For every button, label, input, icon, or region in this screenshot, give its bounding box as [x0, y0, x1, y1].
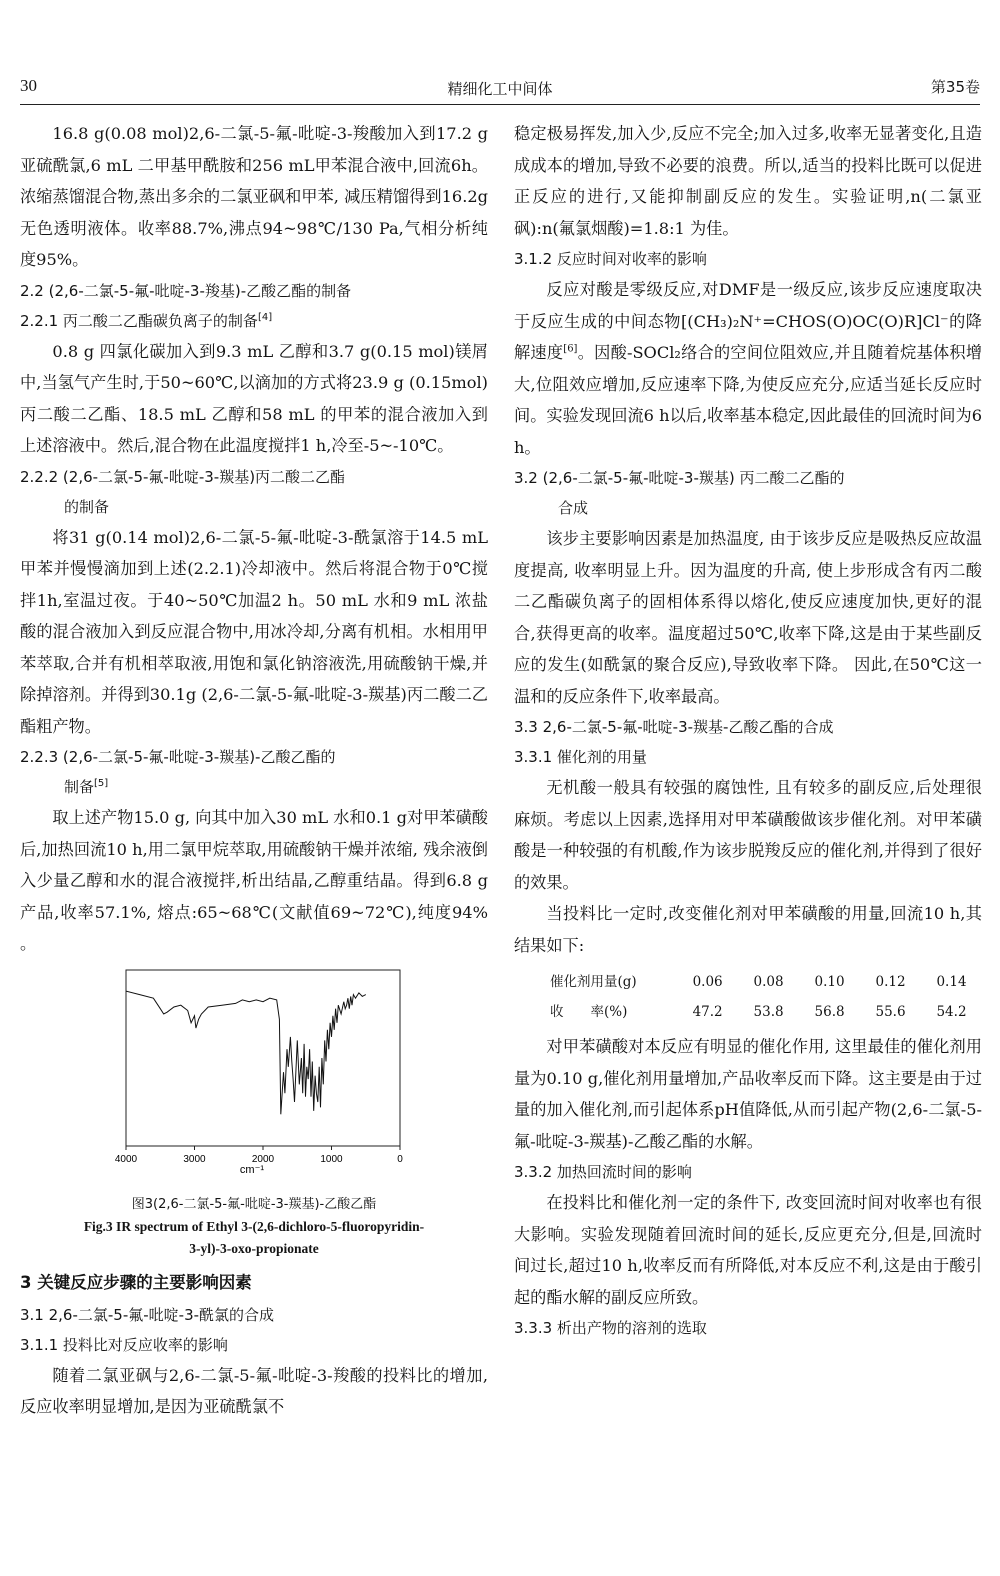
running-header	[20, 70, 980, 105]
heading-3-1-1: 3.1.1 投料比对反应收率的影响	[20, 1335, 228, 1354]
table-cell: 0.10	[814, 974, 845, 990]
table-cell: 0.12	[875, 974, 906, 990]
citation: [5]	[94, 778, 109, 789]
ir-spectrum-chart	[104, 966, 404, 1194]
spectrum-line	[126, 991, 366, 1114]
table-cell: 55.6	[875, 1004, 906, 1020]
table-row	[550, 997, 982, 1027]
paragraph-text: 。因酸-SOCl₂络合的空间位阻效应,并且随着烷基体积增大,位阻效应增加,反应速率下降,为使反应充分,应适当延长反应时间。实验发现回流6 h以后,收率基本稳定,因此最佳的回流时间为6 h。	[514, 343, 983, 457]
paragraph: 取上述产物15.0 g, 向其中加入30 mL 水和0.1 g对甲苯磺酸后,加热回流10 h,用二氯甲烷萃取,用硫酸钠干燥并浓缩, 残余液倒入少量乙醇和水的混合液搅拌,析出结晶,乙醇重结晶。得到6.8 g 产品,收率57.1%, 熔点:65~68℃(文献值69~72℃),纯度94% 。	[20, 808, 488, 953]
figure-caption-cn: 图3(2,6-二氯-5-氟-吡啶-3-羰基)-乙酸乙酯	[131, 1196, 377, 1212]
plot-frame	[126, 970, 400, 1146]
paragraph: 稳定极易挥发,加入少,反应不完全;加入过多,收率无显著变化,且造成成本的增加,导致不必要的浪费。所以,适当的投料比既可以促进正反应的进行,又能抑制副反应的发生。实验证明,n(二氯亚砜):n(氟氯烟酸)=1.8:1 为佳。	[514, 124, 982, 238]
row-header: 收 率(%)	[550, 1004, 628, 1020]
heading-3-2-cont: 合成	[558, 499, 589, 517]
heading-3-2: 3.2 (2,6-二氯-5-氟-吡啶-3-羰基) 丙二酸二乙酯的	[514, 469, 845, 487]
heading-2-2-3-cont	[20, 772, 488, 802]
paragraph: 当投料比一定时,改变催化剂对甲苯磺酸的用量,回流10 h,其结果如下:	[514, 904, 982, 955]
volume-label: 第35卷	[930, 78, 980, 96]
heading-2-2-2: 2.2.2 (2,6-二氯-5-氟-吡啶-3-羰基)丙二酸二乙酯	[20, 467, 346, 486]
heading-2-2-1	[20, 306, 488, 336]
heading-text: 制备	[64, 778, 95, 796]
table-cell: 0.06	[692, 974, 723, 990]
table-cell: 56.8	[814, 1004, 845, 1020]
citation: [4]	[257, 311, 273, 323]
citation: [6]	[563, 343, 578, 355]
x-tick-label: 2000	[251, 1153, 275, 1165]
paragraph: 对甲苯磺酸对本反应有明显的催化作用, 这里最佳的催化剂用量为0.10 g,催化剂用量增加,产品收率反而下降。这主要是由于过量的加入催化剂,而引起体系pH值降低,从而引起产物(2,6-二氯-5-氟-吡啶-3-羰基)-乙酸乙酯的水解。	[514, 1037, 982, 1151]
paragraph-text: 反应对酸是零级反应,对DMF是一级反应,该步反应速度取决于反应生成的中间态物[(CH₃)₂N⁺=CHOS(O)OC(O)R]Cl⁻的降解速度	[514, 280, 982, 362]
x-tick-label: 3000	[183, 1153, 206, 1165]
x-tick-label: 4000	[114, 1153, 138, 1165]
paragraph: 在投料比和催化剂一定的条件下, 改变回流时间对收率也有很大影响。实验发现随着回流时间的延长,反应更充分,但是,回流时间过长,超过10 h,收率反而有所降低,对本反应不利,这是由于酸引起的酯水解的副反应所致。	[514, 1193, 982, 1307]
table-cell: 53.8	[753, 1004, 784, 1020]
right-column	[514, 118, 982, 1343]
table-cell: 47.2	[692, 1004, 723, 1020]
heading-3-1: 3.1 2,6-二氯-5-氟-吡啶-3-酰氯的合成	[20, 1305, 275, 1324]
journal-title: 精细化工中间体	[447, 80, 553, 98]
left-column	[20, 118, 488, 1423]
table-cell: 54.2	[936, 1004, 967, 1020]
x-axis-label: cm⁻¹	[239, 1163, 265, 1176]
paragraph	[514, 274, 982, 463]
x-tick-label: 1000	[320, 1153, 343, 1165]
paragraph: 随着二氯亚砜与2,6-二氯-5-氟-吡啶-3-羧酸的投料比的增加,反应收率明显增加,是因为亚硫酰氯不	[20, 1365, 488, 1416]
heading-3-1-2: 3.1.2 反应时间对收率的影响	[514, 250, 707, 268]
figure-caption-en-line2: 3-yl)-3-oxo-propionate	[189, 1240, 319, 1256]
paragraph: 将31 g(0.14 mol)2,6-二氯-5-氟-吡啶-3-酰氯溶于14.5 mL 甲苯并慢慢滴加到上述(2.2.1)冷却液中。然后将混合物于0℃搅拌1h,室温过夜。于40~50℃加温2 h。50 mL 水和9 mL 浓盐酸的混合液加入到反应混合物中,用冰冷却,分离有机相。水相用甲苯萃取,合并有机相萃取液,用饱和氯化钠溶液洗,用硫酸钠干燥,并除掉溶剂。并得到30.1g (2,6-二氯-5-氟-吡啶-3-羰基)丙二酸二乙酯粗产物。	[20, 527, 488, 736]
page-number: 30	[20, 76, 37, 95]
paragraph: 无机酸一般具有较强的腐蚀性, 且有较多的副反应,后处理很麻烦。考虑以上因素,选择用对甲苯磺酸做该步催化剂。对甲苯磺酸是一种较强的有机酸,作为该步脱羧反应的催化剂,并得到了很好的效果。	[514, 778, 982, 892]
paragraph: 16.8 g(0.08 mol)2,6-二氯-5-氟-吡啶-3-羧酸加入到17.2 g 亚硫酰氯,6 mL 二甲基甲酰胺和256 mL甲苯混合液中,回流6h。浓缩蒸馏混合物,蒸出多余的二氯亚砜和甲苯, 减压精馏得到16.2g无色透明液体。收率88.7%,沸点94~98℃/130 Pa,气相分析纯度95%。	[20, 124, 488, 269]
section-heading-3: 3 关键反应步骤的主要影响因素	[20, 1272, 252, 1292]
table-cell: 0.14	[936, 974, 967, 990]
table-cell: 0.08	[753, 974, 784, 990]
paragraph: 该步主要影响因素是加热温度, 由于该步反应是吸热反应故温度提高, 收率明显上升。因为温度的升高, 使上步形成含有丙二酸二乙酯碳负离子的固相体系得以熔化,使反应速度加快,更好的混合,获得更高的收率。温度超过50℃,收率下降,这是由于某些副反应的发生(如酰氯的聚合反应),导致收率下降。 因此,在50℃这一温和的反应条件下,收率最高。	[514, 529, 982, 706]
figure-caption-en-line1: Fig.3 IR spectrum of Ethyl 3-(2,6-dichloro-5-fluoropyridin-	[83, 1218, 425, 1234]
heading-3-3-2: 3.3.2 加热回流时间的影响	[514, 1163, 692, 1181]
heading-2-2-3: 2.2.3 (2,6-二氯-5-氟-吡啶-3-羰基)-乙酸乙酯的	[20, 748, 336, 766]
x-tick-label: 0	[397, 1153, 403, 1165]
row-header: 催化剂用量(g)	[550, 974, 637, 990]
x-axis-ticks	[115, 1146, 403, 1165]
heading-text: 2.2.1 丙二酸二乙酯碳负离子的制备	[20, 311, 258, 330]
heading-3-3-1: 3.3.1 催化剂的用量	[514, 748, 647, 766]
ir-spectrum-figure	[20, 966, 488, 1260]
heading-2-2-2-cont: 的制备	[64, 497, 110, 516]
catalyst-results-table	[550, 967, 982, 1027]
heading-2-2: 2.2 (2,6-二氯-5-氟-吡啶-3-羧基)-乙酸乙酯的制备	[20, 281, 352, 300]
heading-3-3-3: 3.3.3 析出产物的溶剂的选取	[514, 1319, 707, 1337]
paragraph: 0.8 g 四氯化碳加入到9.3 mL 乙醇和3.7 g(0.15 mol)镁屑中,当氢气产生时,于50~60℃,以滴加的方式将23.9 g (0.15mol) 丙二酸二乙酯、18.5 mL 乙醇和58 mL 的甲苯的混合液加入到上述溶液中。然后,混合物在此温度搅拌1 h,冷至-5~-10℃。	[20, 341, 488, 455]
table-row	[550, 967, 982, 997]
heading-3-3: 3.3 2,6-二氯-5-氟-吡啶-3-羰基-乙酸乙酯的合成	[514, 718, 834, 736]
